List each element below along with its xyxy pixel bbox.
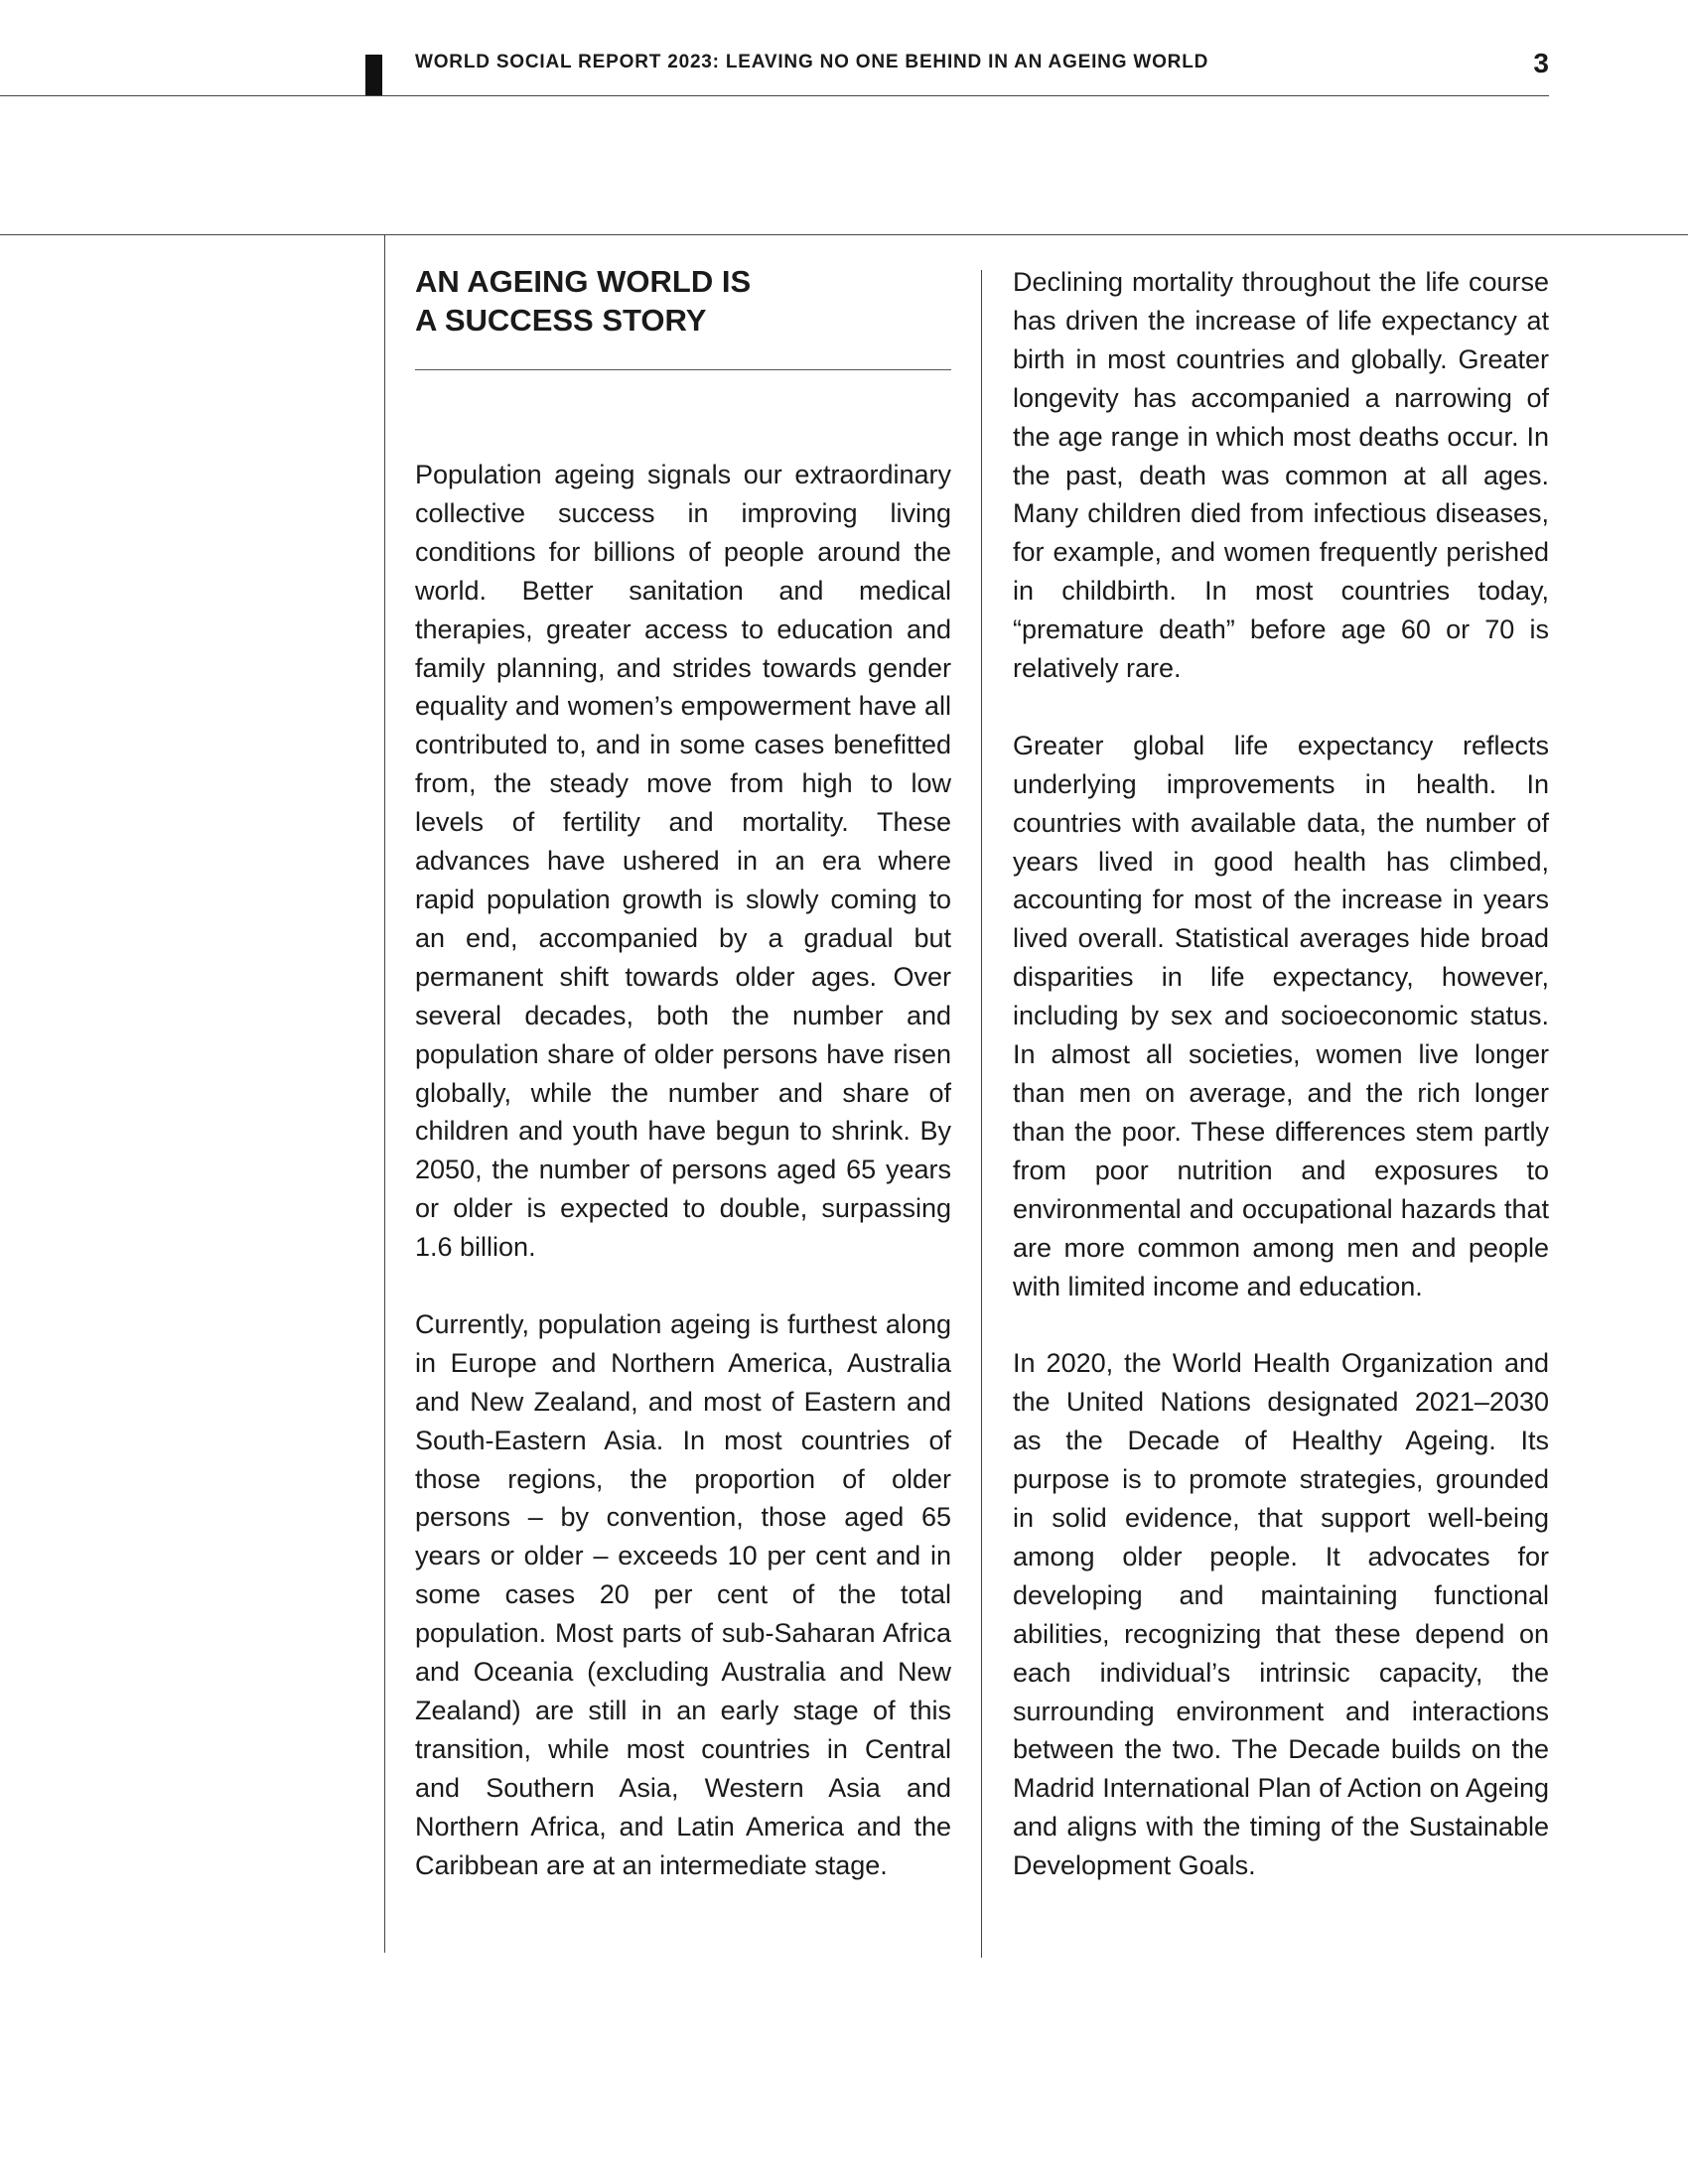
section-heading-line-2: A SUCCESS STORY (415, 303, 707, 338)
header-marker-bar (365, 55, 382, 96)
right-text-column (1013, 263, 1549, 1924)
column-divider (981, 270, 982, 1958)
body-paragraph: Population ageing signals our extraordinary collective success in improving living conditions for billions of people around the world. Better sanitation and medical therapies, greater access to education and family planning, and strides towards gender equality and women’s empowerment have all contributed to, and in some cases benefitted from, the steady move from high to low levels of fertility and mortality. These advances have ushered in an era where rapid population growth is slowly coming to an end, accompanied by a gradual but permanent shift towards older ages. Over several decades, both the number and population share of older persons have risen globally, while the number and share of children and youth have begun to shrink. By 2050, the number of persons aged 65 years or older is expected to double, surpassing 1.6 billion. (415, 460, 951, 1263)
section-heading-line-1: AN AGEING WORLD IS (415, 264, 752, 299)
left-margin-divider (384, 235, 385, 1953)
body-paragraph: Greater global life expectancy reflects underlying improvements in health. In countries with available data, the number of years lived in good health has climbed, accounting for most of the increase in years lived overall. Statistical averages hide broad disparities in life expectancy, however, including by sex and socioeconomic status. In almost all societies, women live longer than men on average, and the rich longer than the poor. These differences stem partly from poor nutrition and exposures to environmental and occupational hazards that are more common among men and people with limited income and education. (1013, 730, 1549, 1301)
page-number: 3 (1533, 48, 1549, 78)
section-top-rule (0, 234, 1688, 235)
body-paragraph: Currently, population ageing is furthest along in Europe and Northern America, Australia and New Zealand, and most of Eastern and South-Eastern Asia. In most countries of those regions, the proportion of older persons – by convention, those aged 65 years or older – exceeds 10 per cent and in some cases 20 per cent of the total population. Most parts of sub-Saharan Africa and Oceania (excluding Australia and New Zealand) are still in an early stage of this transition, while most countries in Central and Southern Asia, Western Asia and Northern Africa, and Latin America and the Caribbean are at an intermediate stage. (415, 1308, 951, 1880)
heading-underline-rule (415, 369, 951, 370)
running-header-title: WORLD SOCIAL REPORT 2023: LEAVING NO ONE BEHIND IN AN AGEING WORLD (415, 52, 1209, 72)
left-text-column (415, 456, 951, 1923)
body-paragraph: Declining mortality throughout the life course has driven the increase of life expectancy at birth in most countries and globally. Greater longevity has accompanied a narrowing of the age range in which most deaths occur. In the past, death was common at all ages. Many children died from infectious diseases, for example, and women frequently perished in childbirth. In most countries today, “premature death” before age 60 or 70 is relatively rare. (1013, 267, 1549, 684)
body-paragraph: In 2020, the World Health Organization and the United Nations designated 2021–2030 as the Decade of Healthy Ageing. Its purpose is to promote strategies, grounded in solid evidence, that support well-being among older people. It advocates for developing and maintaining functional abilities, recognizing that these depend on each individual’s intrinsic capacity, the surrounding environment and interactions between the two. The Decade builds on the Madrid International Plan of Action on Ageing and aligns with the timing of the Sustainable Development Goals. (1013, 1348, 1549, 1881)
section-heading (415, 262, 951, 340)
header-rule (0, 95, 1549, 96)
